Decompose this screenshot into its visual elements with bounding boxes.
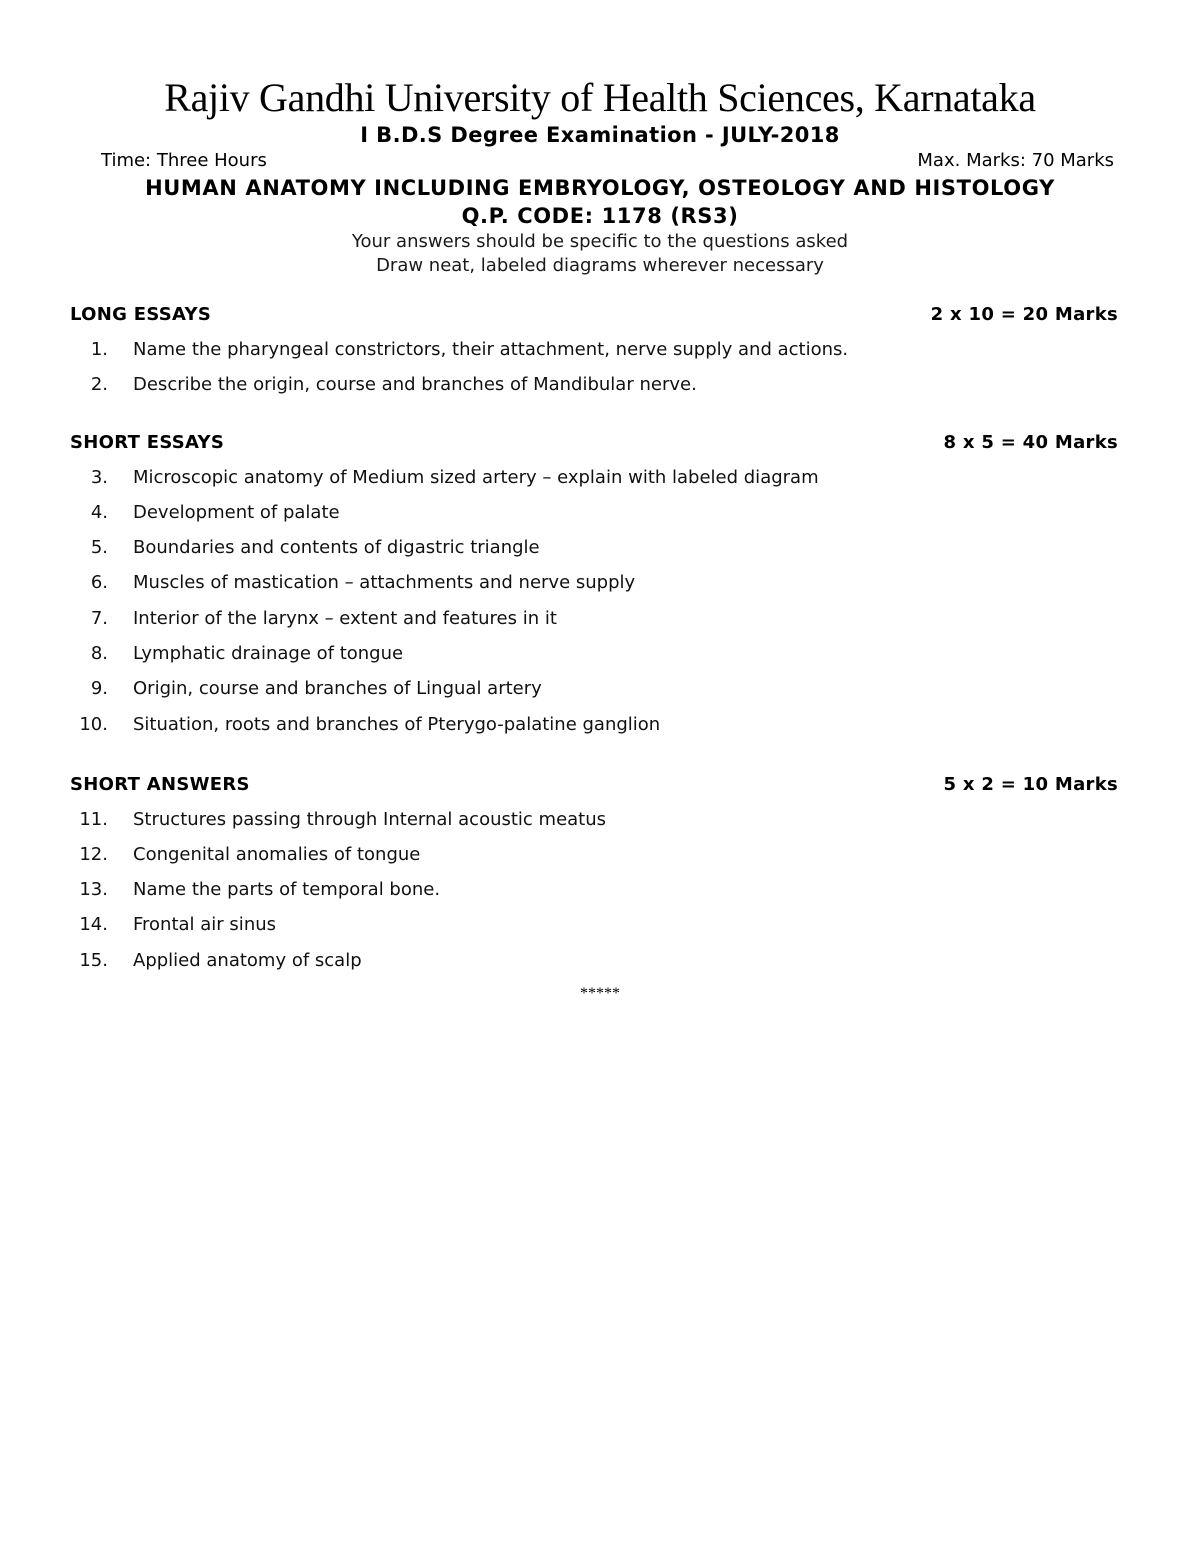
- section-header-long-essays: [70, 302, 1118, 328]
- question-number: 4.: [90, 502, 108, 523]
- question-number: 11.: [79, 809, 108, 830]
- question-number: 14.: [79, 914, 108, 935]
- question-item: [70, 674, 1130, 704]
- end-of-paper-mark: *****: [580, 985, 620, 1002]
- question-item: [70, 710, 1130, 740]
- question-number: 8.: [90, 643, 108, 664]
- question-text: Frontal air sinus: [133, 914, 277, 935]
- question-text: Structures passing through Internal acoustic meatus: [133, 809, 607, 830]
- section-marks: 8 x 5 = 40 Marks: [943, 432, 1118, 453]
- question-number: 10.: [79, 714, 108, 735]
- question-text: Muscles of mastication – attachments and nerve supply: [133, 572, 636, 593]
- question-text: Congenital anomalies of tongue: [133, 844, 421, 865]
- section-marks: 5 x 2 = 10 Marks: [943, 774, 1118, 795]
- question-item: [70, 910, 1130, 940]
- question-number: 5.: [90, 537, 108, 558]
- question-item: [70, 840, 1130, 870]
- question-item: [70, 875, 1130, 905]
- question-item: [70, 335, 1130, 365]
- subject-title: HUMAN ANATOMY INCLUDING EMBRYOLOGY, OSTEOLOGY AND HISTOLOGY: [145, 176, 1055, 200]
- question-item: [70, 568, 1130, 598]
- question-text: Applied anatomy of scalp: [133, 950, 362, 971]
- section-title: SHORT ANSWERS: [70, 774, 250, 795]
- question-text: Origin, course and branches of Lingual artery: [133, 678, 542, 699]
- question-number: 15.: [79, 950, 108, 971]
- question-text: Lymphatic drainage of tongue: [133, 643, 404, 664]
- time-allowed: Time: Three Hours: [101, 150, 267, 171]
- question-item: [70, 946, 1130, 976]
- section-header-short-answers: [70, 772, 1118, 798]
- exam-title: I B.D.S Degree Examination - JULY-2018: [360, 123, 840, 147]
- question-item: [70, 463, 1130, 493]
- section-header-short-essays: [70, 430, 1118, 456]
- question-number: 3.: [90, 467, 108, 488]
- question-item: [70, 498, 1130, 528]
- question-number: 6.: [90, 572, 108, 593]
- section-title: LONG ESSAYS: [70, 304, 212, 325]
- section-marks: 2 x 10 = 20 Marks: [930, 304, 1118, 325]
- question-number: 1.: [90, 339, 108, 360]
- question-text: Development of palate: [133, 502, 340, 523]
- question-item: [70, 639, 1130, 669]
- question-number: 12.: [79, 844, 108, 865]
- question-text: Boundaries and contents of digastric triangle: [133, 537, 540, 558]
- question-number: 7.: [90, 608, 108, 629]
- question-number: 9.: [90, 678, 108, 699]
- question-text: Name the parts of temporal bone.: [133, 879, 441, 900]
- question-text: Describe the origin, course and branches of Mandibular nerve.: [133, 374, 697, 395]
- university-title: Rajiv Gandhi University of Health Sciences, Karnataka: [164, 75, 1036, 120]
- question-item: [70, 805, 1130, 835]
- question-item: [70, 533, 1130, 563]
- question-text: Microscopic anatomy of Medium sized artery – explain with labeled diagram: [133, 467, 819, 488]
- question-item: [70, 604, 1130, 634]
- question-number: 13.: [79, 879, 108, 900]
- question-text: Interior of the larynx – extent and features in it: [133, 608, 557, 629]
- section-title: SHORT ESSAYS: [70, 432, 225, 453]
- question-number: 2.: [90, 374, 108, 395]
- question-text: Name the pharyngeal constrictors, their attachment, nerve supply and actions.: [133, 339, 849, 360]
- question-text: Situation, roots and branches of Pterygo-palatine ganglion: [133, 714, 661, 735]
- question-item: [70, 370, 1130, 400]
- max-marks: Max. Marks: 70 Marks: [917, 150, 1114, 171]
- instruction-diagrams: Draw neat, labeled diagrams wherever necessary: [376, 255, 824, 276]
- instruction-specific: Your answers should be specific to the questions asked: [351, 231, 849, 252]
- qp-code: Q.P. CODE: 1178 (RS3): [461, 204, 739, 228]
